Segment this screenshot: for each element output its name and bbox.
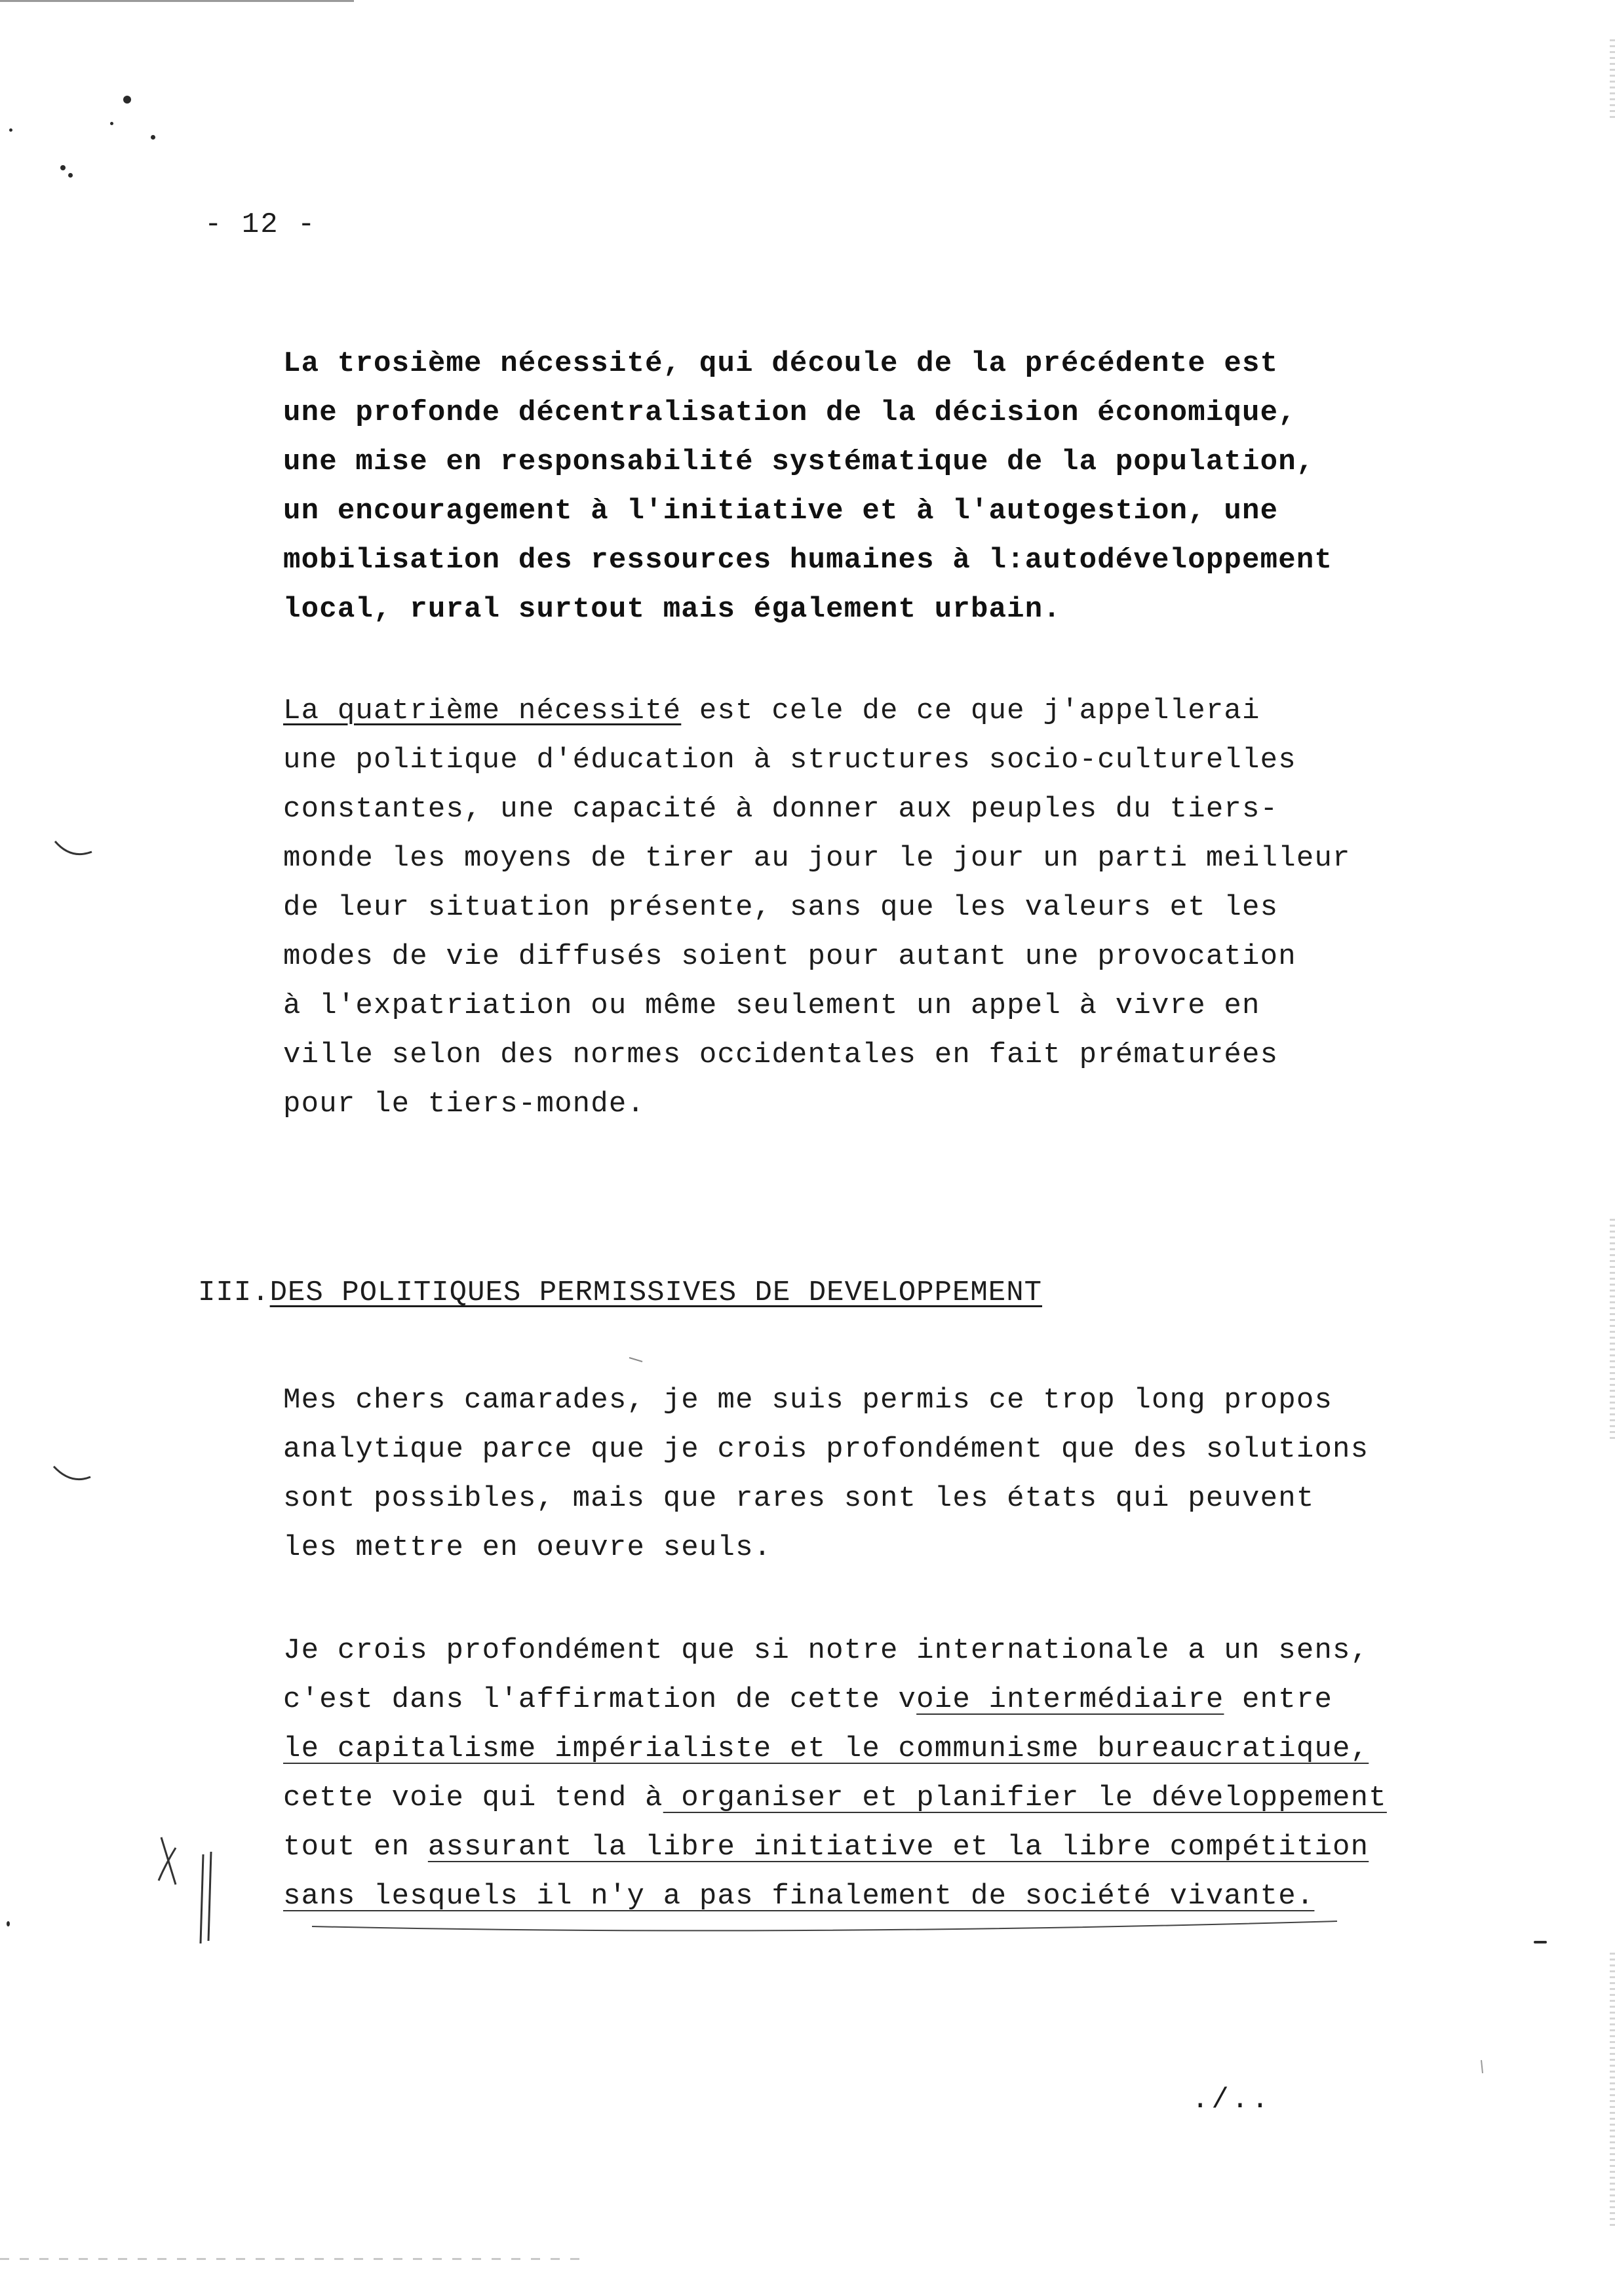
text-fragment: tout en	[283, 1831, 428, 1864]
text-line	[283, 1823, 1387, 1872]
page-number: - 12 -	[204, 208, 317, 241]
text-line: une profonde décentralisation de la décision économique,	[283, 396, 1296, 429]
text-line	[283, 687, 1351, 736]
scan-speck	[151, 135, 155, 140]
underlined-lead: La quatrième nécessité	[283, 695, 682, 727]
text-line: modes de vie diffusés soient pour autant une provocation	[283, 940, 1296, 973]
scan-speck	[7, 1921, 10, 1926]
section-title: DES POLITIQUES PERMISSIVES DE DEVELOPPEMENT	[269, 1276, 1043, 1309]
section-number: III.	[198, 1276, 270, 1309]
text-line: de leur situation présente, sans que les valeurs et les	[283, 891, 1279, 924]
text-line: les mettre en oeuvre seuls.	[283, 1531, 772, 1564]
scan-speck	[110, 122, 113, 125]
margin-vertical-line	[208, 1852, 211, 1941]
scan-speck	[60, 165, 66, 170]
text-line	[283, 1774, 1387, 1823]
text-line: le capitalisme impérialiste et le communisme bureaucratique,	[283, 1732, 1369, 1765]
continuation-mark: ./..	[1192, 2084, 1272, 2116]
text-fragment: cette voie qui tend à	[283, 1782, 663, 1814]
scan-bottom-noise	[0, 2258, 590, 2260]
scan-speck	[68, 173, 73, 178]
handwritten-underline: assurant la libre initiative et la libre compétition	[427, 1831, 1369, 1864]
text-line: à l'expatriation ou même seulement un appel à vivre en	[283, 989, 1260, 1022]
text-line: local, rural surtout mais également urbain.	[283, 593, 1061, 626]
scan-mark	[1481, 2060, 1483, 2073]
text-fragment: est cele de ce que j'appellerai	[681, 695, 1260, 727]
paragraph-fourth-necessity	[283, 687, 1351, 1129]
scan-top-rule	[0, 0, 354, 2]
margin-vertical-line	[201, 1854, 203, 1943]
scan-edge-noise	[1610, 1953, 1615, 2228]
text-line: une mise en responsabilité systématique de la population,	[283, 446, 1315, 478]
text-line: Mes chers camarades, je me suis permis ce trop long propos	[283, 1384, 1333, 1417]
scan-speck	[1534, 1941, 1547, 1943]
paragraph-intermediate-way	[283, 1626, 1387, 1921]
handwritten-underline: organiser et planifier le développement	[663, 1782, 1387, 1814]
handwritten-underline: oie intermédiaire	[916, 1683, 1224, 1716]
text-line: mobilisation des ressources humaines à l:autodéveloppement	[283, 544, 1333, 577]
text-line: une politique d'éducation à structures socio-culturelles	[283, 744, 1296, 776]
text-line: un encouragement à l'initiative et à l'autogestion, une	[283, 495, 1279, 527]
margin-x-mark	[159, 1837, 176, 1885]
text-line: Je crois profondément que si notre internationale a un sens,	[283, 1634, 1369, 1667]
paragraph-comrades	[283, 1376, 1369, 1573]
text-line	[283, 1675, 1387, 1725]
handwritten-underline-stroke	[312, 1921, 1337, 1930]
scan-speck	[123, 96, 131, 104]
scan-mark	[629, 1358, 642, 1362]
margin-tick-mark	[54, 1466, 90, 1480]
text-line: ville selon des normes occidentales en fait prématurées	[283, 1039, 1279, 1071]
text-line: monde les moyens de tirer au jour le jour un parti meilleur	[283, 842, 1351, 875]
scan-edge-noise	[1610, 39, 1615, 118]
text-line: constantes, une capacité à donner aux peuples du tiers-	[283, 793, 1279, 826]
text-line: analytique parce que je crois profondément que des solutions	[283, 1433, 1369, 1466]
text-line: La trosième nécessité, qui découle de la précédente est	[283, 347, 1279, 380]
section-heading	[198, 1276, 1042, 1309]
paragraph-third-necessity	[283, 339, 1333, 634]
text-fragment: c'est dans l'affirmation de cette v	[283, 1683, 917, 1716]
text-line: sont possibles, mais que rares sont les états qui peuvent	[283, 1482, 1315, 1515]
text-fragment: entre	[1224, 1683, 1333, 1716]
text-line: sans lesquels il n'y a pas finalement de société vivante.	[283, 1880, 1315, 1913]
text-line: pour le tiers-monde.	[283, 1088, 646, 1120]
scan-edge-noise	[1610, 1219, 1615, 1442]
scan-speck	[9, 128, 12, 132]
margin-tick-mark	[55, 841, 92, 854]
